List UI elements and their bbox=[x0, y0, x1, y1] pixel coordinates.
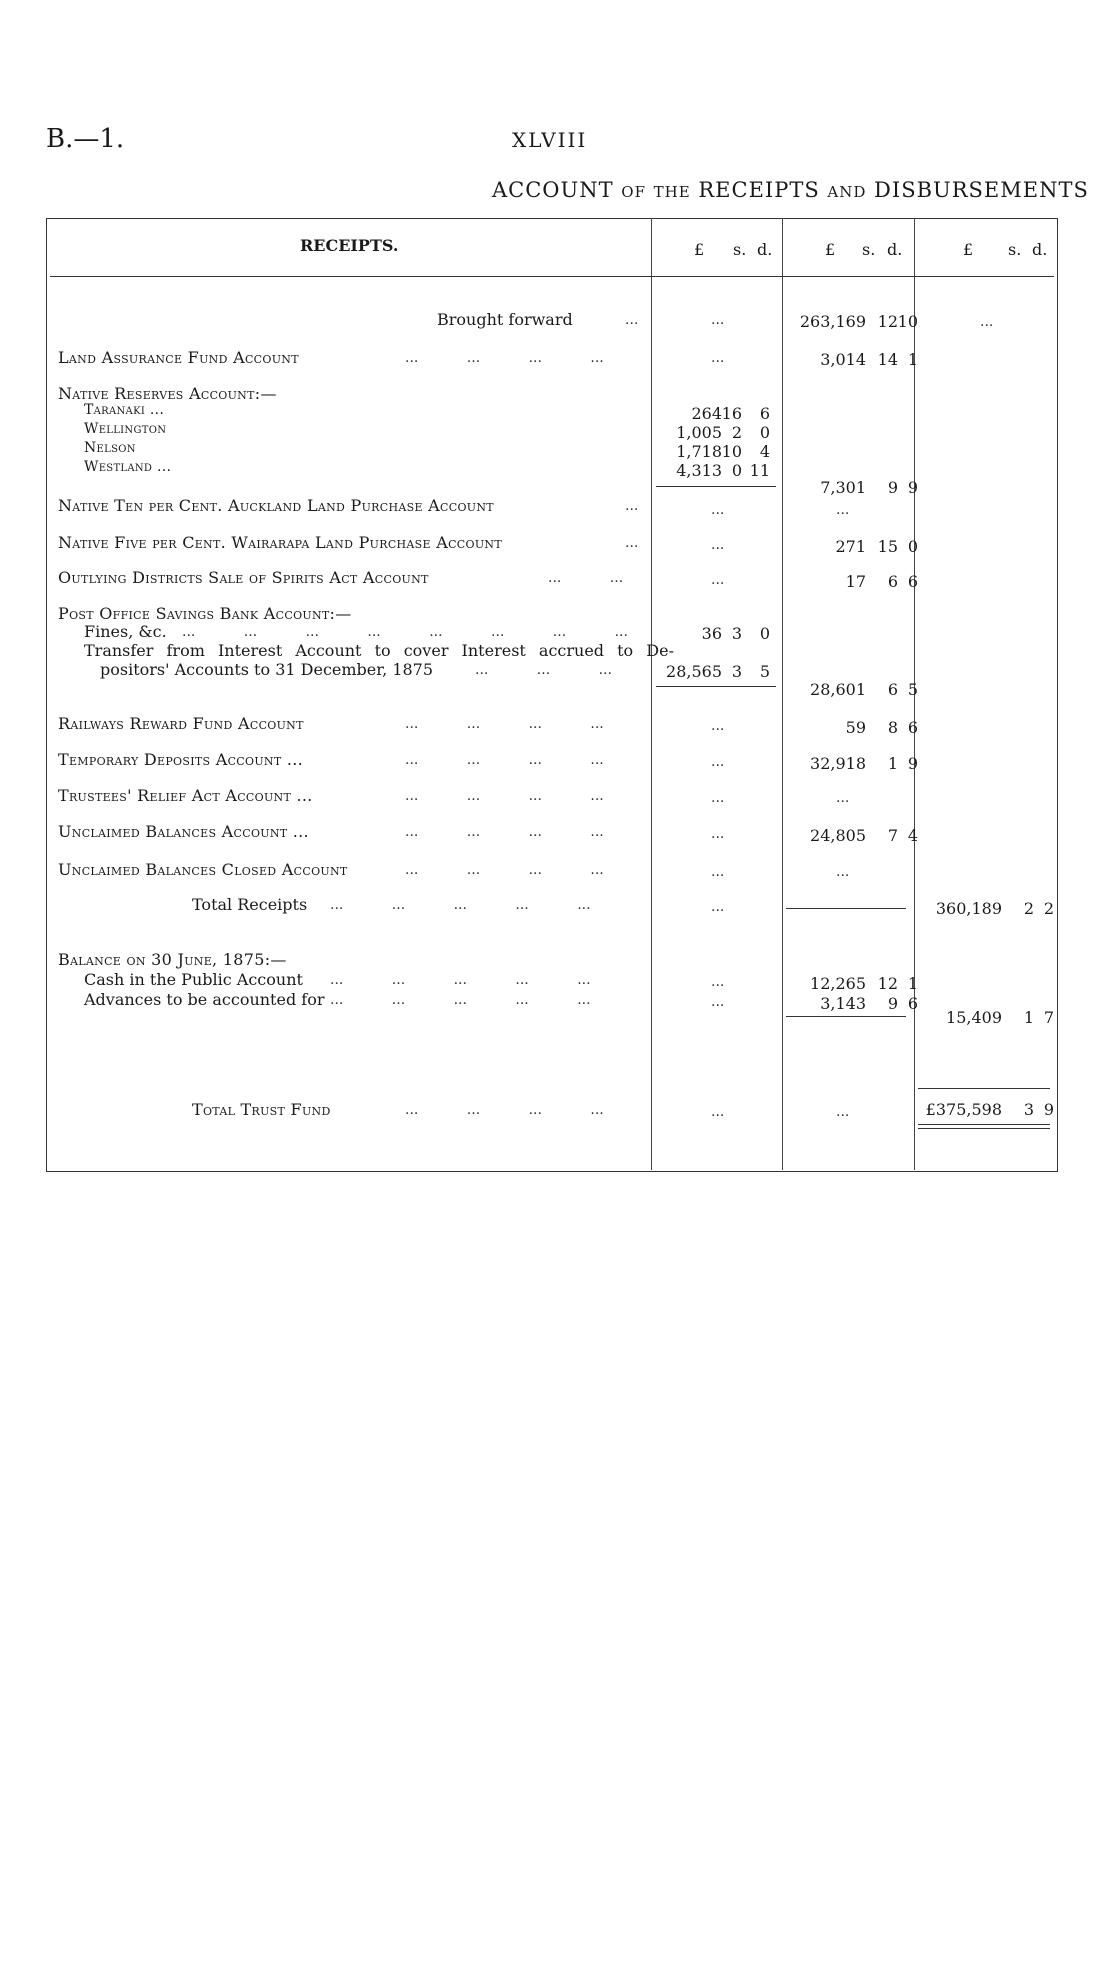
amount-shilling: 6 bbox=[887, 680, 898, 699]
empty-cell: ... bbox=[711, 572, 725, 588]
amount-shilling: 6 bbox=[887, 572, 898, 591]
amount-shilling: 9 bbox=[887, 478, 898, 497]
amount-pound: 3,143 bbox=[820, 994, 866, 1013]
amount-shilling: 14 bbox=[877, 350, 898, 369]
amount-pound: 7,301 bbox=[820, 478, 866, 497]
amount-pound: 271 bbox=[835, 537, 866, 556]
amount-pound: 264 bbox=[691, 404, 722, 423]
amount-pound: 4,313 bbox=[676, 461, 722, 480]
amount-pence: 4 bbox=[907, 826, 918, 845]
col2-pound-header: £ bbox=[825, 240, 836, 259]
amount-shilling: 9 bbox=[887, 994, 898, 1013]
col2-shilling-header: s. bbox=[862, 240, 876, 259]
empty-cell: ... bbox=[711, 994, 725, 1010]
leader-dots: ... ... ... ... ... bbox=[330, 972, 591, 988]
row-label: Temporary Deposits Account ... bbox=[58, 750, 304, 769]
sub-item-label: Nelson bbox=[84, 440, 136, 456]
empty-cell: ... bbox=[836, 502, 850, 518]
amount-pound: 12,265 bbox=[810, 974, 866, 993]
amount-pence: 6 bbox=[907, 718, 918, 737]
empty-cell: ... bbox=[836, 864, 850, 880]
leader-dots: ... bbox=[625, 498, 639, 514]
empty-cell: ... bbox=[711, 974, 725, 990]
amount-shilling: 3 bbox=[731, 624, 742, 643]
amount-pound: 3,014 bbox=[820, 350, 866, 369]
amount-pence: 4 bbox=[759, 442, 770, 461]
sub-item-label: Transfer from Interest Account to cover Interest accrued to De- bbox=[84, 641, 674, 660]
amount-shilling: 2 bbox=[731, 423, 742, 442]
amount-shilling: 10 bbox=[721, 442, 742, 461]
amount-shilling: 2 bbox=[1023, 899, 1034, 918]
empty-cell: ... bbox=[836, 790, 850, 806]
amount-pound: 59 bbox=[845, 718, 866, 737]
row-label: Native Five per Cent. Wairarapa Land Purchase Account bbox=[58, 533, 502, 552]
sub-item-label: Cash in the Public Account bbox=[84, 970, 303, 989]
amount-pence: 6 bbox=[759, 404, 770, 423]
receipts-heading: RECEIPTS. bbox=[300, 236, 399, 255]
amount-pence: 2 bbox=[1043, 899, 1054, 918]
amount-shilling: 16 bbox=[721, 404, 742, 423]
subtotal-rule bbox=[786, 1016, 906, 1017]
leader-dots: ... ... ... ... bbox=[405, 716, 604, 732]
leader-dots: ... ... ... bbox=[475, 662, 612, 678]
amount-pound: 28,601 bbox=[810, 680, 866, 699]
row-label: Native Ten per Cent. Auckland Land Purchase Account bbox=[58, 496, 494, 515]
leader-dots: ... bbox=[625, 535, 639, 551]
row-label: Unclaimed Balances Account ... bbox=[58, 822, 309, 841]
amount-shilling: 0 bbox=[731, 461, 742, 480]
col2-pence-header: d. bbox=[887, 240, 903, 259]
empty-cell: ... bbox=[711, 502, 725, 518]
amount-pound: 17 bbox=[845, 572, 866, 591]
document-reference: B.—1. bbox=[46, 124, 125, 154]
amount-pound: 1,718 bbox=[676, 442, 722, 461]
empty-cell: ... bbox=[980, 314, 994, 330]
leader-dots: ... ... ... ... bbox=[405, 350, 604, 366]
amount-pence: 5 bbox=[759, 662, 770, 681]
empty-cell: ... bbox=[711, 1104, 725, 1120]
section-label: Balance on 30 June, 1875:— bbox=[58, 950, 287, 969]
empty-cell: ... bbox=[711, 718, 725, 734]
amount-shilling: 8 bbox=[887, 718, 898, 737]
leader-dots: ... ... ... ... bbox=[405, 752, 604, 768]
empty-cell: ... bbox=[711, 899, 725, 915]
empty-cell: ... bbox=[711, 790, 725, 806]
amount-pound: 1,005 bbox=[676, 423, 722, 442]
amount-shilling: 7 bbox=[887, 826, 898, 845]
col3-pence-header: d. bbox=[1032, 240, 1048, 259]
amount-pound: 360,189 bbox=[935, 899, 1002, 918]
header-rule bbox=[50, 276, 1054, 277]
amount-pence: 6 bbox=[907, 994, 918, 1013]
page-number: XLVIII bbox=[512, 128, 588, 152]
row-label: Brought forward bbox=[437, 310, 573, 329]
sub-item-label: positors' Accounts to 31 December, 1875 bbox=[100, 660, 434, 679]
amount-pound: 24,805 bbox=[810, 826, 866, 845]
column-divider bbox=[782, 218, 783, 1170]
subtotal-rule bbox=[656, 486, 776, 487]
amount-pound: 263,169 bbox=[799, 312, 866, 331]
row-label: Total Receipts bbox=[192, 895, 308, 914]
amount-pence: 9 bbox=[907, 478, 918, 497]
double-rule-bottom bbox=[918, 1128, 1050, 1129]
sub-item-label: Taranaki ... bbox=[84, 402, 165, 418]
amount-pound: 28,565 bbox=[666, 662, 722, 681]
sub-item-label: Wellington bbox=[84, 421, 167, 437]
leader-dots: ... ... ... ... bbox=[405, 788, 604, 804]
page-title: ACCOUNT of the RECEIPTS and DISBURSEMENTS bbox=[492, 178, 1089, 202]
amount-shilling: 12 bbox=[877, 312, 898, 331]
amount-shilling: 1 bbox=[1023, 1008, 1034, 1027]
amount-shilling: 12 bbox=[877, 974, 898, 993]
empty-cell: ... bbox=[711, 350, 725, 366]
amount-pence: 5 bbox=[907, 680, 918, 699]
total-rule bbox=[918, 1088, 1050, 1089]
section-label: Native Reserves Account:— bbox=[58, 384, 277, 403]
amount-pound: 36 bbox=[701, 624, 722, 643]
sub-item-label: Westland ... bbox=[84, 459, 172, 475]
leader-dots: ... ... ... ... bbox=[405, 862, 604, 878]
leader-dots: ... ... ... ... bbox=[405, 824, 604, 840]
amount-pence: 1 bbox=[907, 350, 918, 369]
subtotal-rule bbox=[786, 908, 906, 909]
grand-total-shilling: 3 bbox=[1023, 1100, 1034, 1119]
amount-shilling: 15 bbox=[877, 537, 898, 556]
amount-shilling: 3 bbox=[731, 662, 742, 681]
sub-item-label: Advances to be accounted for bbox=[84, 990, 325, 1009]
amount-pence: 7 bbox=[1043, 1008, 1054, 1027]
row-label: Unclaimed Balances Closed Account bbox=[58, 860, 348, 879]
leader-dots: ... ... bbox=[548, 570, 624, 586]
leader-dots: ... ... ... ... ... ... ... ... bbox=[182, 624, 628, 640]
col1-shilling-header: s. bbox=[733, 240, 747, 259]
row-label: Railways Reward Fund Account bbox=[58, 714, 304, 733]
amount-pence: 0 bbox=[759, 423, 770, 442]
col3-shilling-header: s. bbox=[1008, 240, 1022, 259]
sub-item-label: Fines, &c. bbox=[84, 622, 167, 641]
col1-pound-header: £ bbox=[694, 240, 705, 259]
amount-pence: 0 bbox=[759, 624, 770, 643]
amount-pence: 6 bbox=[907, 572, 918, 591]
column-divider bbox=[651, 218, 652, 1170]
leader-dots: ... ... ... ... ... bbox=[330, 897, 591, 913]
grand-total-pound: £375,598 bbox=[925, 1100, 1002, 1119]
amount-pence: 0 bbox=[907, 537, 918, 556]
amount-pence: 10 bbox=[897, 312, 918, 331]
empty-cell: ... bbox=[711, 312, 725, 328]
double-rule-top bbox=[918, 1124, 1050, 1125]
subtotal-rule bbox=[656, 686, 776, 687]
empty-cell: ... bbox=[711, 826, 725, 842]
empty-cell: ... bbox=[711, 754, 725, 770]
amount-shilling: 1 bbox=[887, 754, 898, 773]
leader-dots: ... bbox=[625, 312, 639, 328]
leader-dots: ... ... ... ... ... bbox=[330, 992, 591, 1008]
col1-pence-header: d. bbox=[757, 240, 773, 259]
empty-cell: ... bbox=[836, 1104, 850, 1120]
empty-cell: ... bbox=[711, 537, 725, 553]
empty-cell: ... bbox=[711, 864, 725, 880]
grand-total-pence: 9 bbox=[1043, 1100, 1054, 1119]
amount-pence: 11 bbox=[749, 461, 770, 480]
row-label: Outlying Districts Sale of Spirits Act Account bbox=[58, 568, 429, 587]
amount-pound: 32,918 bbox=[810, 754, 866, 773]
amount-pound: 15,409 bbox=[946, 1008, 1002, 1027]
amount-pence: 1 bbox=[907, 974, 918, 993]
row-label: Land Assurance Fund Account bbox=[58, 348, 299, 367]
row-label: Trustees' Relief Act Account ... bbox=[58, 786, 313, 805]
amount-pence: 9 bbox=[907, 754, 918, 773]
leader-dots: ... ... ... ... bbox=[405, 1102, 604, 1118]
section-label: Post Office Savings Bank Account:— bbox=[58, 604, 352, 623]
col3-pound-header: £ bbox=[963, 240, 974, 259]
row-label: Total Trust Fund bbox=[192, 1100, 331, 1119]
